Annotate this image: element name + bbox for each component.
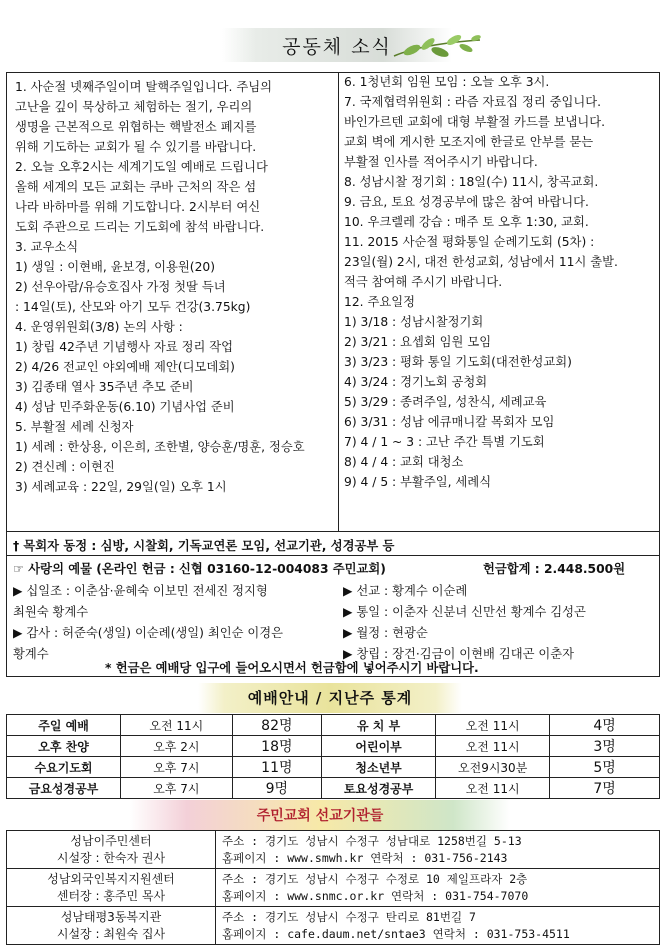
news-line: 2) 선우아람/유승호집사 가정 첫딸 득녀 [15,280,226,294]
mission-org [7,831,216,869]
news-line: 바인가르텐 교회에 대형 부활절 카드를 보냅니다. [344,115,606,129]
news-line: 4) 3/24 : 경기노회 공청회 [344,375,488,389]
news-line: 1) 창립 42주년 기념행사 자료 정리 작업 [15,340,234,354]
news-line: 도회 주관으로 드리는 기도회에 참석 바랍니다. [15,220,265,234]
news-line: 12. 주요일정 [344,295,415,309]
service-time: 오후 7시 [121,778,233,799]
org-address: 주소 : 경기도 성남시 수정구 탄리로 81번길 7 [222,909,476,924]
service-name: 오후 찬양 [7,736,121,757]
news-line: 8) 4 / 4 : 교회 대청소 [344,455,464,469]
service-time: 오후 2시 [121,736,233,757]
news-line: 3) 세례교육 : 22일, 29일(일) 오후 1시 [15,480,227,494]
news-line: 2. 오늘 오후2시는 세계기도일 예배로 드립니다 [15,160,268,174]
offering-item: ▶ 통일 : 이춘자 신분녀 신만선 황계수 김성곤 [343,605,586,619]
news-line: 8. 성남시찰 정기회 : 18일(수) 11시, 창곡교회. [344,175,599,189]
news-line: 3) 3/23 : 평화 통일 기도회(대전한성교회) [344,355,572,369]
mission-banner [130,800,510,830]
service-name: 주일 예배 [7,715,121,736]
attendance-count: 7명 [550,778,660,799]
news-line: 10. 우크렐레 강습 : 매주 토 오후 1:30, 교회. [344,215,589,229]
service-time: 오후 7시 [121,757,233,778]
service-time: 오전 11시 [436,715,550,736]
service-name: 유 치 부 [322,715,436,736]
news-line: 6) 3/31 : 성남 에큐매니칼 목회자 모임 [344,415,555,429]
org-head: 센터장 : 홍주민 목사 [56,888,166,903]
worship-banner [198,683,462,713]
attendance-count: 9명 [232,778,321,799]
divider [7,555,659,556]
news-line: 4) 성남 민주화운동(6.10) 기념사업 준비 [15,400,235,414]
page-title: 공동체 소식 [282,36,392,58]
news-line: 1) 세례 : 한상용, 이은희, 조한별, 양승훈/명훈, 정승호 [15,440,305,454]
mission-contact [216,831,660,869]
right-column [344,72,656,492]
service-name: 토요성경공부 [322,778,436,799]
news-line: 부활절 인사를 적어주시기 바랍니다. [344,155,538,169]
worship-stats-table [6,714,660,799]
news-line: 9. 금요, 토요 성경공부에 많은 참여 바랍니다. [344,195,589,209]
org-name: 성남외국인복지지원센터 [47,871,175,886]
offering-item: 최원숙 황계수 [13,605,89,619]
offering-item: ▶ 창립 : 장건·김금이 이현배 김대곤 이춘자 [343,647,575,661]
leaf-decoration-icon [392,30,482,66]
news-line: 1) 생일 : 이현배, 윤보경, 이용원(20) [15,260,216,274]
offering-note: * 헌금은 예배당 입구에 들어오시면서 헌금함에 넣어주시기 바랍니다. [105,661,479,675]
news-line: 9) 4 / 5 : 부활주일, 세례식 [344,475,492,489]
table-row [7,869,660,907]
org-website: 홈페이지 : www.snmc.or.kr 연락처 : 031-754-7070 [222,888,529,903]
org-address: 주소 : 경기도 성남시 수정구 성남대로 1258번길 5-13 [222,833,522,848]
table-row [7,907,660,945]
attendance-count: 18명 [232,736,321,757]
table-row [7,757,660,778]
news-line: 2) 견신례 : 이현진 [15,460,115,474]
org-head: 시설장 : 최원숙 집사 [56,926,166,941]
news-line: 23일(월) 2시, 대전 한성교회, 성남에서 11시 출발. [344,255,618,269]
news-line: 1. 사순절 넷째주일이며 탈핵주일입니다. 주님의 [15,80,272,94]
attendance-count: 5명 [550,757,660,778]
mission-table [6,830,660,945]
news-line: 나라 바하마를 위해 기도합니다. 2시부터 여신 [15,200,261,214]
org-address: 주소 : 경기도 성남시 수정구 수정로 10 제일프라자 2층 [222,871,528,886]
pastor-activity: † 목회자 동정 : 심방, 시찰회, 기독교연론 모임, 선교기관, 성경공부 등 [13,539,395,553]
news-line: 6. 1청년회 임원 모임 : 오늘 오후 3시. [344,75,550,89]
service-name: 수요기도회 [7,757,121,778]
news-line: 11. 2015 사순절 평화통일 순례기도회 (5차) : [344,235,595,249]
service-time: 오전 11시 [121,715,233,736]
news-line: 생명을 근본적으로 위협하는 핵발전소 폐지를 [15,120,257,134]
news-line: 2) 3/21 : 요셉회 임원 모임 [344,335,492,349]
org-head: 시설장 : 한숙자 권사 [56,850,166,865]
service-time: 오전 11시 [436,736,550,757]
offering-total: 헌금합계 : 2.448.500원 [483,562,626,576]
attendance-count: 82명 [232,715,321,736]
attendance-count: 11명 [232,757,321,778]
news-line: 올해 세계의 모든 교회는 쿠바 근처의 작은 섬 [15,180,257,194]
column-divider [338,73,339,531]
service-name: 청소년부 [322,757,436,778]
service-time: 오전 11시 [436,778,550,799]
attendance-count: 3명 [550,736,660,757]
offering-box [6,532,660,677]
attendance-count: 4명 [550,715,660,736]
news-line: 7) 4 / 1 ~ 3 : 고난 주간 특별 기도회 [344,435,545,449]
news-line: 위해 기도하는 교회가 될 수 있기를 바랍니다. [15,140,257,154]
table-row [7,736,660,757]
news-line: 2) 4/26 전교인 야외예배 제안(디모데회) [15,360,235,374]
offering-item: ▶ 월정 : 현광순 [343,626,428,640]
news-line: 5. 부활절 세례 신청자 [15,420,134,434]
service-name: 어린이부 [322,736,436,757]
offering-item: 황계수 [13,647,49,661]
news-line: : 14일(토), 산모와 아기 모두 건강(3.75kg) [15,300,251,314]
news-line: 1) 3/18 : 성남시찰정기회 [344,315,484,329]
mission-contact [216,869,660,907]
left-column [15,77,333,497]
offering-item: ▶ 선교 : 황계수 이순례 [343,584,468,598]
mission-contact [216,907,660,945]
service-name: 금요성경공부 [7,778,121,799]
news-line: 교회 벽에 게시한 모조지에 한글로 안부를 묻는 [344,135,594,149]
online-offering: ☞ 사랑의 예물 (온라인 헌금 : 신협 03160-12-004083 주민교회) [13,562,386,576]
mission-org [7,869,216,907]
news-line: 7. 국제협력위원회 : 라즘 자료집 정리 중입니다. [344,95,602,109]
service-time: 오전9시30분 [436,757,550,778]
org-name: 성남태평3동복지관 [60,909,162,924]
news-line: 5) 3/29 : 종려주일, 성찬식, 세례교육 [344,395,547,409]
table-row [7,778,660,799]
org-name: 성남이주민센터 [70,833,152,848]
news-line: 3) 김종태 열사 35주년 추모 준비 [15,380,194,394]
offering-item: ▶ 감사 : 허준숙(생일) 이순례(생일) 최인순 이경은 [13,626,284,640]
table-row [7,715,660,736]
news-box [6,72,660,532]
worship-title: 예배안내 / 지난주 통계 [247,689,413,707]
news-line: 적극 참여해 주시기 바랍니다. [344,275,503,289]
news-line: 3. 교우소식 [15,240,79,254]
offering-item: ▶ 십일조 : 이춘삼·윤혜숙 이보민 전세진 정지형 [13,584,268,598]
mission-title: 주민교회 선교기관들 [256,808,384,824]
table-row [7,831,660,869]
news-line: 4. 운영위원회(3/8) 논의 사항 : [15,320,183,334]
org-website: 홈페이지 : www.smwh.kr 연락처 : 031-756-2143 [222,850,508,865]
mission-org [7,907,216,945]
org-website: 홈페이지 : cafe.daum.net/sntae3 연락처 : 031-753-4511 [222,926,570,941]
news-line: 고난을 깊이 묵상하고 체험하는 절기, 우리의 [15,100,253,114]
